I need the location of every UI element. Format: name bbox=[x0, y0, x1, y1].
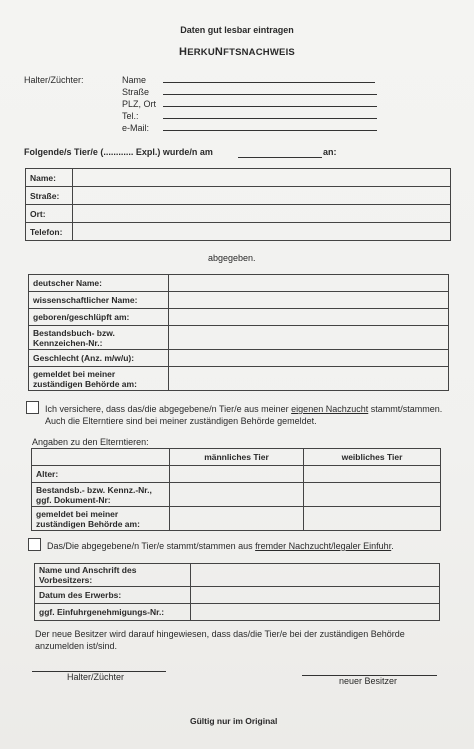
declaration-own-breeding bbox=[45, 403, 443, 427]
handed-over-text: abgegeben. bbox=[208, 253, 256, 263]
sex-label: Geschlecht (Anz. m/w/u): bbox=[29, 350, 169, 367]
birth-date-label: geboren/geschlüpft am: bbox=[29, 309, 169, 326]
female-registered-cell[interactable] bbox=[304, 507, 441, 531]
registered-label: gemeldet bei meiner zuständigen Behörde am: bbox=[29, 367, 169, 391]
acquisition-date-cell[interactable] bbox=[191, 587, 440, 604]
male-age-cell[interactable] bbox=[170, 466, 304, 483]
own-breeding-checkbox[interactable] bbox=[26, 401, 39, 414]
table-row bbox=[29, 292, 449, 309]
parents-header-empty bbox=[32, 449, 170, 466]
declaration-ext-text-b: . bbox=[391, 541, 394, 551]
external-breeding-link: fremder Nachzucht/legaler Einfuhr bbox=[255, 541, 392, 551]
declaration-external-breeding bbox=[47, 540, 457, 552]
signature-label-new-owner: neuer Besitzer bbox=[339, 676, 398, 686]
signature-label-holder: Halter/Züchter bbox=[67, 672, 125, 682]
holder-field-city-label: PLZ, Ort bbox=[122, 99, 157, 109]
recipient-name-cell[interactable] bbox=[73, 169, 451, 187]
parent-registered-label: gemeldet bei meiner zuständigen Behörde am: bbox=[32, 507, 170, 531]
footer-note: Gültig nur im Original bbox=[190, 716, 278, 726]
table-row bbox=[29, 275, 449, 292]
intro-text: Folgende/s Tier/e (............ Expl.) wurde/n am bbox=[24, 147, 213, 157]
holder-field-phone-label: Tel.: bbox=[122, 111, 139, 121]
table-row bbox=[29, 326, 449, 350]
registered-cell[interactable] bbox=[169, 367, 449, 391]
table-row bbox=[35, 564, 440, 587]
recipient-phone-label: Telefon: bbox=[26, 223, 73, 241]
recipient-phone-cell[interactable] bbox=[73, 223, 451, 241]
table-row bbox=[32, 507, 441, 531]
acquisition-date-label: Datum des Erwerbs: bbox=[35, 587, 191, 604]
male-registered-cell[interactable] bbox=[170, 507, 304, 531]
holder-street-line[interactable] bbox=[163, 94, 377, 95]
recipient-city-label: Ort: bbox=[26, 205, 73, 223]
female-id-cell[interactable] bbox=[304, 483, 441, 507]
table-row bbox=[26, 205, 451, 223]
holder-field-street-label: Straße bbox=[122, 87, 150, 97]
recipient-city-cell[interactable] bbox=[73, 205, 451, 223]
german-name-cell[interactable] bbox=[169, 275, 449, 292]
table-row bbox=[29, 309, 449, 326]
recipient-table bbox=[25, 168, 451, 241]
previous-owner-label: Name und Anschrift des Vorbesitzers: bbox=[35, 564, 191, 587]
table-row bbox=[32, 466, 441, 483]
table-row bbox=[29, 367, 449, 391]
female-column-header: weibliches Tier bbox=[304, 449, 441, 466]
animal-table bbox=[28, 274, 449, 391]
table-row bbox=[35, 604, 440, 621]
acquisition-table bbox=[34, 563, 440, 621]
own-breeding-link: eigenen Nachzucht bbox=[291, 404, 369, 414]
table-row bbox=[32, 483, 441, 507]
table-row bbox=[35, 587, 440, 604]
previous-owner-cell[interactable] bbox=[191, 564, 440, 587]
declaration-ext-text-a: Das/Die abgegebene/n Tier/e stammt/stammen aus bbox=[47, 541, 253, 551]
table-row bbox=[26, 223, 451, 241]
holder-label: Halter/Züchter: bbox=[24, 75, 84, 85]
handover-date-line[interactable] bbox=[238, 157, 322, 158]
stock-book-label: Bestandsbuch- bzw. Kennzeichen-Nr.: bbox=[29, 326, 169, 350]
holder-name-line[interactable] bbox=[163, 82, 375, 83]
external-breeding-checkbox[interactable] bbox=[28, 538, 41, 551]
holder-email-line[interactable] bbox=[163, 130, 377, 131]
birth-date-cell[interactable] bbox=[169, 309, 449, 326]
intro-text-end: an: bbox=[323, 147, 337, 157]
instruction-text: Daten gut lesbar eintragen bbox=[180, 25, 294, 35]
table-row bbox=[26, 187, 451, 205]
parent-age-label: Alter: bbox=[32, 466, 170, 483]
import-permit-cell[interactable] bbox=[191, 604, 440, 621]
male-id-cell[interactable] bbox=[170, 483, 304, 507]
import-permit-label: ggf. Einfuhrgenehmigungs-Nr.: bbox=[35, 604, 191, 621]
declaration-own-text-a: Ich versichere, dass das/die abgegebene/n Tier/e aus meiner bbox=[45, 404, 289, 414]
female-age-cell[interactable] bbox=[304, 466, 441, 483]
holder-phone-line[interactable] bbox=[163, 118, 377, 119]
male-column-header: männliches Tier bbox=[170, 449, 304, 466]
parent-id-label: Bestandsb.- bzw. Kennz.-Nr., ggf. Dokument-Nr: bbox=[32, 483, 170, 507]
declaration-own-text-b: stammt/stammen. Auch die Elterntiere sind bei meiner zuständigen Behörde gemeldet. bbox=[45, 404, 443, 426]
parents-caption: Angaben zu den Elterntieren: bbox=[32, 437, 149, 447]
german-name-label: deutscher Name: bbox=[29, 275, 169, 292]
holder-field-email-label: e-Mail: bbox=[122, 123, 150, 133]
parents-table bbox=[31, 448, 441, 531]
recipient-street-cell[interactable] bbox=[73, 187, 451, 205]
sex-cell[interactable] bbox=[169, 350, 449, 367]
table-row bbox=[26, 169, 451, 187]
scientific-name-cell[interactable] bbox=[169, 292, 449, 309]
notice-text: Der neue Besitzer wird darauf hingewiesen, dass das/die Tier/e bei der zuständigen Behörde anzumelden ist/sind. bbox=[35, 629, 405, 651]
recipient-street-label: Straße: bbox=[26, 187, 73, 205]
scientific-name-label: wissenschaftlicher Name: bbox=[29, 292, 169, 309]
stock-book-cell[interactable] bbox=[169, 326, 449, 350]
table-row bbox=[29, 350, 449, 367]
recipient-name-label: Name: bbox=[26, 169, 73, 187]
table-row bbox=[32, 449, 441, 466]
holder-city-line[interactable] bbox=[163, 106, 377, 107]
page-title: HERKUNFTSNACHWEIS bbox=[179, 46, 295, 58]
holder-field-name-label: Name bbox=[122, 75, 147, 85]
